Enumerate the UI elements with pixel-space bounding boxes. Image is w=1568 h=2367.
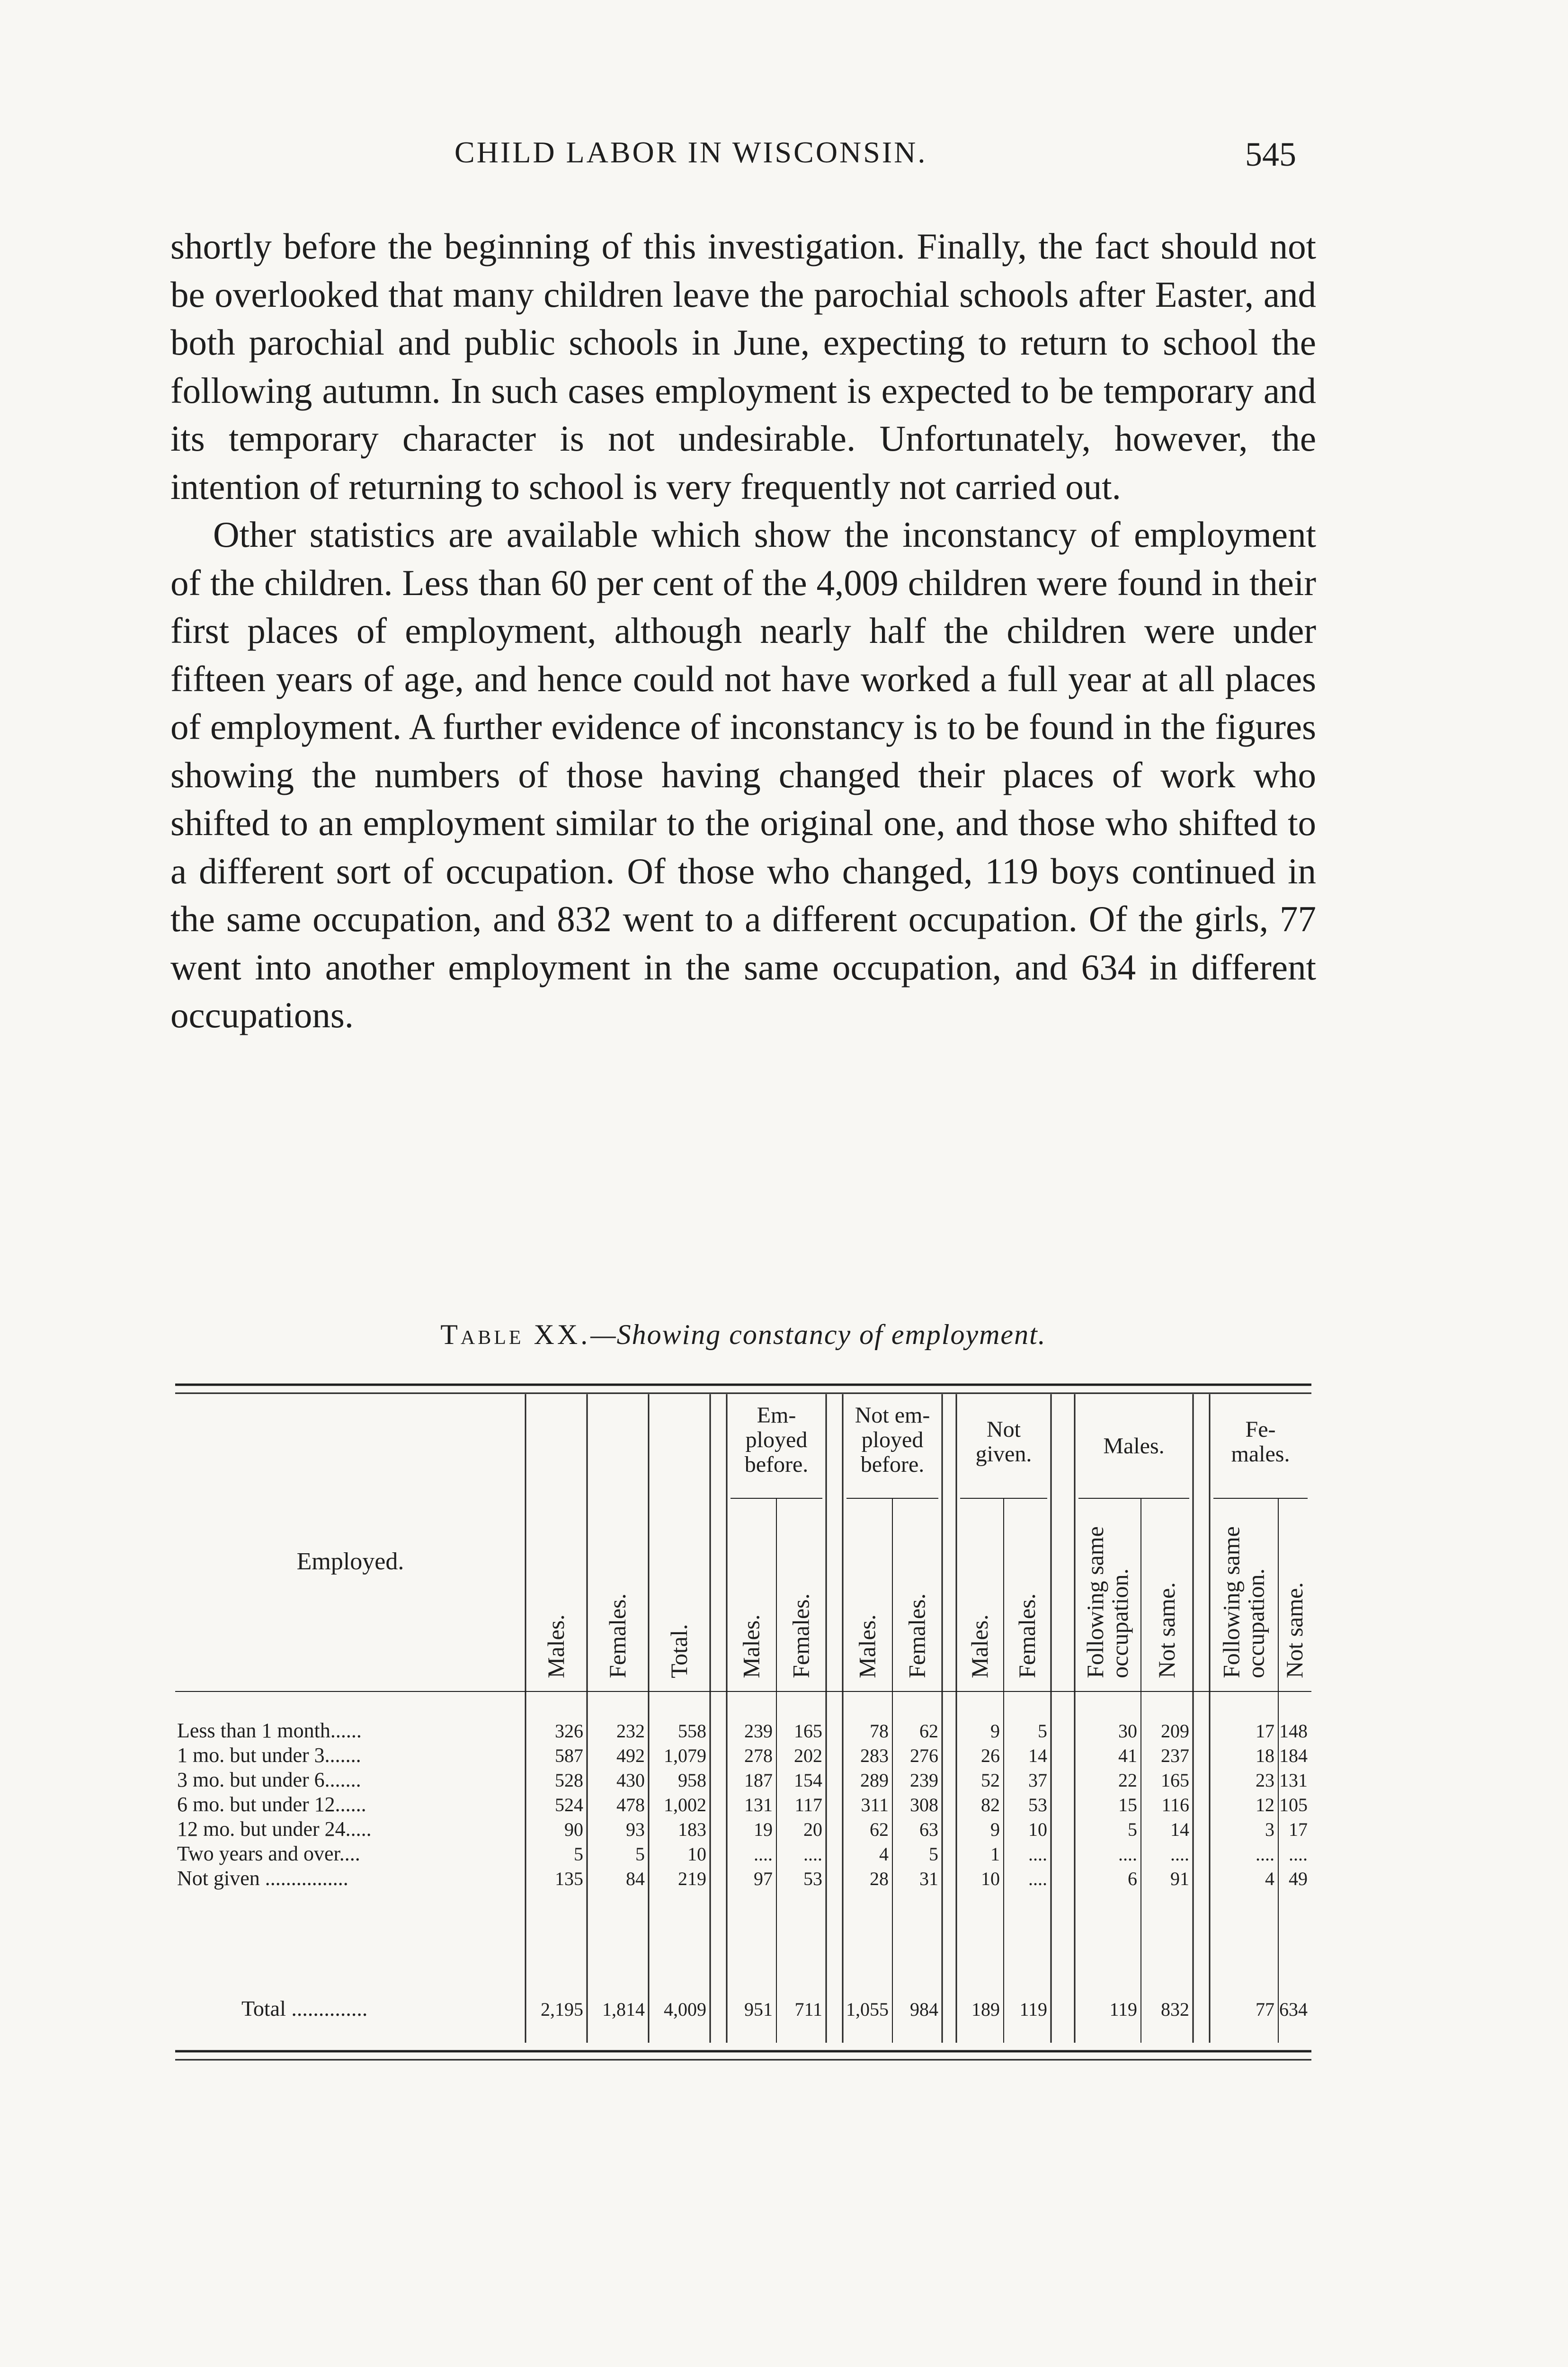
table-cell: 90 xyxy=(564,1819,583,1840)
total-cell: 951 xyxy=(744,1999,773,2020)
row-label: 12 mo. but under 24..... xyxy=(177,1817,372,1841)
table-cell: 209 xyxy=(1161,1720,1189,1742)
paragraph: shortly before the beginning of this investigation. Finally, the fact should not be overlooked that many children leave the parochial schools after Easter, and both parochial and public schools in June, expecting to return to school the following autumn. In such cases employment is expected to be temporary and its temporary character is not undesirable. Unfortunately, however, the intention of returning to school is very frequently not carried out. xyxy=(170,226,1316,507)
table-svg xyxy=(175,1370,1311,2367)
table-cell: .... xyxy=(1170,1843,1189,1865)
table-cell: 5 xyxy=(1038,1720,1047,1742)
table-cell: 239 xyxy=(910,1770,938,1791)
table-cell: 148 xyxy=(1279,1720,1308,1742)
row-label: 3 mo. but under 6....... xyxy=(177,1768,361,1791)
table-cell: 5 xyxy=(635,1843,645,1865)
group-header: Males. xyxy=(1103,1433,1165,1459)
table-cell: .... xyxy=(1118,1843,1137,1865)
column-header: Females. xyxy=(604,1593,631,1678)
table-cell: 116 xyxy=(1161,1794,1189,1815)
table-cell: 528 xyxy=(555,1770,583,1791)
total-cell: 2,195 xyxy=(541,1999,583,2020)
table-cell: 239 xyxy=(744,1720,773,1742)
stub-header: Employed. xyxy=(296,1548,404,1575)
page-number: 545 xyxy=(1245,135,1296,173)
table-cell: 30 xyxy=(1118,1720,1137,1742)
table-cell: 289 xyxy=(860,1770,889,1791)
table-cell: 17 xyxy=(1256,1720,1274,1742)
group-header: ployed xyxy=(861,1427,924,1452)
table-cell: .... xyxy=(803,1843,822,1865)
table-cell: 23 xyxy=(1256,1770,1274,1791)
column-header: Males. xyxy=(738,1614,765,1678)
table-cell: 219 xyxy=(678,1868,706,1889)
table-cell: 5 xyxy=(929,1843,938,1865)
table-cell: 311 xyxy=(861,1794,889,1815)
table-cell: .... xyxy=(754,1843,773,1865)
table-cell: 91 xyxy=(1170,1868,1189,1889)
table-cell: 1,079 xyxy=(664,1745,706,1766)
group-header: given. xyxy=(975,1442,1032,1467)
table-cell: 97 xyxy=(754,1868,773,1889)
total-cell: 832 xyxy=(1161,1999,1189,2020)
table-cell: 232 xyxy=(616,1720,645,1742)
table-cell: 53 xyxy=(1028,1794,1047,1815)
table-cell: 31 xyxy=(919,1868,938,1889)
group-header: Fe- xyxy=(1245,1417,1276,1442)
table-cell: 524 xyxy=(555,1794,583,1815)
table-cell: .... xyxy=(1256,1843,1274,1865)
group-header: males. xyxy=(1231,1442,1290,1467)
table-cell: 105 xyxy=(1279,1794,1308,1815)
total-cell: 77 xyxy=(1256,1999,1274,2020)
table-cell: 14 xyxy=(1170,1819,1189,1840)
column-header: Following same xyxy=(1082,1526,1108,1678)
total-cell: 1,055 xyxy=(846,1999,889,2020)
table-cell: 93 xyxy=(626,1819,645,1840)
total-cell: 4,009 xyxy=(664,1999,706,2020)
table-cell: 283 xyxy=(860,1745,889,1766)
table-cell: 19 xyxy=(754,1819,773,1840)
table-cell: 154 xyxy=(794,1770,822,1791)
total-cell: 634 xyxy=(1279,1999,1308,2020)
column-header: Males. xyxy=(854,1614,881,1678)
table-cell: 135 xyxy=(555,1868,583,1889)
table-cell: 1,002 xyxy=(664,1794,706,1815)
table-cell: 84 xyxy=(626,1868,645,1889)
table-cell: 1 xyxy=(990,1843,1000,1865)
table-cell: 18 xyxy=(1256,1745,1274,1766)
table-cell: 587 xyxy=(555,1745,583,1766)
total-label: Total .............. xyxy=(241,1996,368,2020)
table-cell: 9 xyxy=(990,1819,1000,1840)
page-header xyxy=(0,135,1568,192)
table-cell: 20 xyxy=(803,1819,822,1840)
table-cell: 308 xyxy=(910,1794,938,1815)
table-cell: 10 xyxy=(1028,1819,1047,1840)
table-cell: 22 xyxy=(1118,1770,1137,1791)
table-cell: 37 xyxy=(1028,1770,1047,1791)
table-cell: 4 xyxy=(879,1843,889,1865)
group-header: before. xyxy=(744,1452,809,1477)
table-cell: 41 xyxy=(1118,1745,1137,1766)
column-header: occupation. xyxy=(1242,1568,1269,1678)
body-text xyxy=(170,222,1316,1040)
table-cell: 62 xyxy=(919,1720,938,1742)
table-cell: 17 xyxy=(1289,1819,1308,1840)
running-title: CHILD LABOR IN WISCONSIN. xyxy=(454,135,927,169)
table-cell: 28 xyxy=(870,1868,889,1889)
column-header: Not same. xyxy=(1281,1582,1308,1678)
table-cell: 276 xyxy=(910,1745,938,1766)
table-cell: 131 xyxy=(744,1794,773,1815)
table-cell: 117 xyxy=(794,1794,822,1815)
total-cell: 119 xyxy=(1019,1999,1047,2020)
table-cell: .... xyxy=(1028,1868,1047,1889)
column-header: Females. xyxy=(903,1593,930,1678)
table-cell: 326 xyxy=(555,1720,583,1742)
table-xx xyxy=(175,1370,1311,2367)
table-cell: 558 xyxy=(678,1720,706,1742)
table-cell: 165 xyxy=(1161,1770,1189,1791)
table-caption-label: Table XX. xyxy=(440,1319,591,1350)
table-caption-text: —Showing constancy of employment. xyxy=(590,1319,1046,1350)
paragraph: Other statistics are available which show the inconstancy of employment of the children. Less than 60 per cent of the 4,009 children were found in their first places of employment, although nearly half the children were under fifteen years of age, and hence could not have worked a full year at all places of employment. A further evidence of inconstancy is to be found in the figures showing the numbers of those having changed their places of work who shifted to an employment similar to the original one, and those who shifted to a different sort of occupation. Of those who changed, 119 boys continued in the same occupation, and 832 went to a different occupation. Of the girls, 77 went into another employment in the same occupation, and 634 in different occupations. xyxy=(170,514,1316,1035)
table-cell: 5 xyxy=(574,1843,583,1865)
column-header: Not same. xyxy=(1153,1582,1180,1678)
row-label: Less than 1 month...... xyxy=(177,1719,362,1742)
total-cell: 1,814 xyxy=(602,1999,645,2020)
table-cell: 15 xyxy=(1118,1794,1137,1815)
table-cell: 184 xyxy=(1279,1745,1308,1766)
table-cell: 52 xyxy=(981,1770,1000,1791)
column-header: Following same xyxy=(1218,1526,1245,1678)
table-cell: 12 xyxy=(1256,1794,1274,1815)
table-cell: 6 xyxy=(1128,1868,1137,1889)
table-cell: 10 xyxy=(687,1843,706,1865)
table-cell: 4 xyxy=(1265,1868,1274,1889)
row-label: 6 mo. but under 12...... xyxy=(177,1793,366,1816)
group-header: Not em- xyxy=(855,1403,930,1428)
table-cell: 14 xyxy=(1028,1745,1047,1766)
table-cell: 183 xyxy=(678,1819,706,1840)
table-cell: 49 xyxy=(1289,1868,1308,1889)
table-cell: 202 xyxy=(794,1745,822,1766)
table-cell: 187 xyxy=(744,1770,773,1791)
column-header: Total. xyxy=(666,1624,692,1678)
table-cell: 78 xyxy=(870,1720,889,1742)
table-cell: 26 xyxy=(981,1745,1000,1766)
group-header: ployed xyxy=(745,1427,808,1452)
table-cell: 63 xyxy=(919,1819,938,1840)
table-cell: .... xyxy=(1289,1843,1308,1865)
table-cell: 3 xyxy=(1265,1819,1274,1840)
total-cell: 119 xyxy=(1109,1999,1137,2020)
column-header: occupation. xyxy=(1106,1568,1133,1678)
total-cell: 189 xyxy=(971,1999,1000,2020)
table-caption xyxy=(170,1318,1316,1351)
column-header: Females. xyxy=(1014,1593,1040,1678)
table-cell: 478 xyxy=(616,1794,645,1815)
table-cell: 9 xyxy=(990,1720,1000,1742)
total-cell: 984 xyxy=(910,1999,938,2020)
column-header: Males. xyxy=(543,1614,569,1678)
table-cell: 131 xyxy=(1279,1770,1308,1791)
table-cell: 82 xyxy=(981,1794,1000,1815)
table-cell: 5 xyxy=(1128,1819,1137,1840)
group-header: Not xyxy=(987,1417,1021,1442)
total-cell: 711 xyxy=(794,1999,822,2020)
table-cell: 492 xyxy=(616,1745,645,1766)
table-cell: 958 xyxy=(678,1770,706,1791)
group-header: Em- xyxy=(757,1403,796,1428)
table-cell: 53 xyxy=(803,1868,822,1889)
table-cell: 62 xyxy=(870,1819,889,1840)
table-cell: .... xyxy=(1028,1843,1047,1865)
table-cell: 10 xyxy=(981,1868,1000,1889)
table-cell: 165 xyxy=(794,1720,822,1742)
table-cell: 430 xyxy=(616,1770,645,1791)
column-header: Males. xyxy=(966,1614,993,1678)
column-header: Females. xyxy=(787,1593,814,1678)
row-label: 1 mo. but under 3....... xyxy=(177,1744,361,1767)
row-label: Two years and over.... xyxy=(177,1842,360,1865)
table-cell: 278 xyxy=(744,1745,773,1766)
row-label: Not given ................ xyxy=(177,1867,348,1890)
group-header: before. xyxy=(860,1452,925,1477)
table-cell: 237 xyxy=(1161,1745,1189,1766)
